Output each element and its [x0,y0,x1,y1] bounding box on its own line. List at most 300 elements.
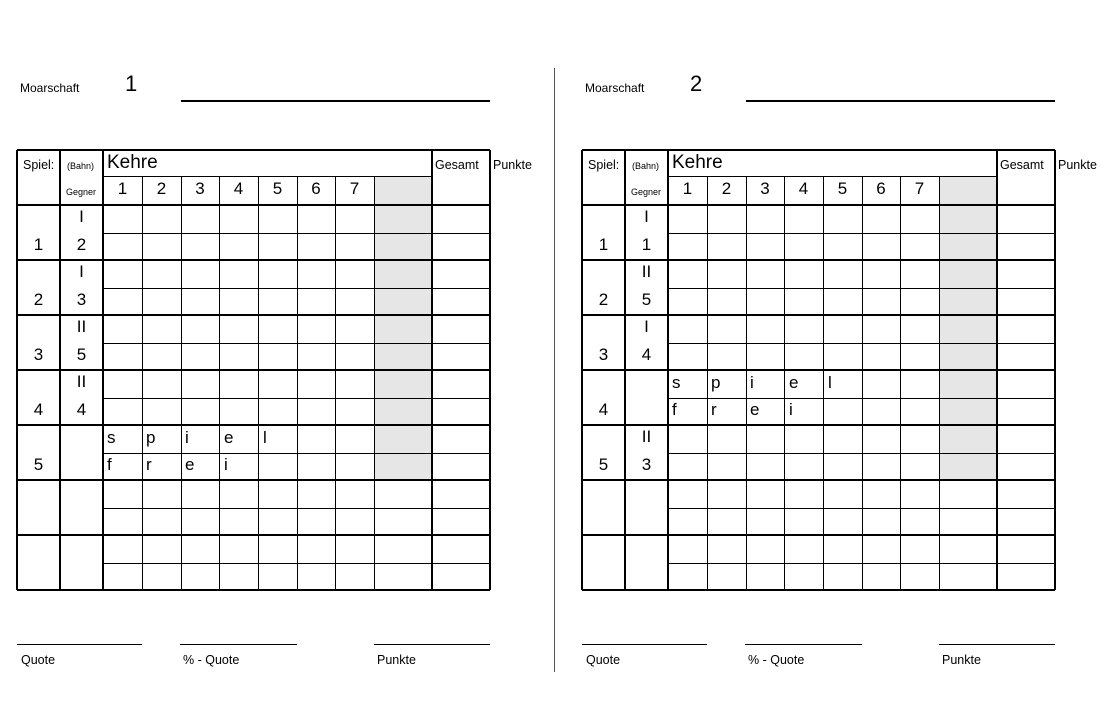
score-grid [17,150,532,590]
bye-letter: f [107,455,112,474]
score-cell[interactable] [939,288,997,316]
score-cell[interactable] [707,535,746,563]
score-cell[interactable] [900,288,939,316]
score-cell[interactable] [258,563,297,591]
score-cell[interactable] [668,480,707,508]
score-cell[interactable] [219,535,258,563]
score-cell[interactable] [142,260,181,288]
score-cell[interactable] [374,205,432,233]
row-gegner: 5 [76,345,87,364]
row-gegner: 2 [76,235,87,254]
row-bahn: I [79,207,84,226]
score-cell[interactable] [374,398,432,426]
grid-vline [784,176,785,590]
grid-vline [374,176,375,590]
score-cell[interactable] [707,260,746,288]
score-cell[interactable] [784,205,823,233]
score-cell[interactable] [707,453,746,481]
bye-letter: i [789,400,793,419]
score-cell[interactable] [297,315,335,343]
score-cell[interactable] [335,398,374,426]
score-cell[interactable] [297,480,335,508]
score-cell[interactable] [997,508,1055,536]
score-cell[interactable] [746,480,784,508]
col-bahn-header: (Bahn) [632,161,660,171]
score-cell[interactable] [181,315,219,343]
score-cell[interactable] [432,480,490,508]
score-cell[interactable] [784,260,823,288]
score-cell[interactable] [784,288,823,316]
score-cell[interactable] [142,343,181,371]
score-cell[interactable] [181,508,219,536]
score-cell[interactable] [900,453,939,481]
score-cell[interactable] [746,535,784,563]
score-cell[interactable] [432,233,490,261]
score-cell[interactable] [784,535,823,563]
score-cell[interactable] [997,453,1055,481]
score-cell[interactable] [939,535,997,563]
score-cell[interactable] [746,563,784,591]
score-cell[interactable] [746,508,784,536]
score-cell[interactable] [862,315,900,343]
score-cell[interactable] [668,508,707,536]
score-cell[interactable] [335,563,374,591]
score-cell[interactable] [335,480,374,508]
score-cell[interactable] [668,288,707,316]
score-cell[interactable] [297,260,335,288]
score-cell[interactable] [181,370,219,398]
score-cell[interactable] [297,535,335,563]
quote-line[interactable] [17,644,142,645]
score-cell[interactable] [823,563,862,591]
score-cell[interactable] [297,233,335,261]
score-cell[interactable] [335,425,374,453]
score-cell[interactable] [432,453,490,481]
grid-hline [582,149,1055,151]
quote-label: Quote [586,653,621,667]
score-cell[interactable] [219,343,258,371]
grid-hline [17,314,490,316]
score-cell[interactable] [374,343,432,371]
col-gegner-header: Gegner [631,187,662,197]
score-cell[interactable] [219,370,258,398]
row-bahn: II [76,372,87,391]
score-cell[interactable] [432,288,490,316]
col-gesamt-header: Gesamt [1000,158,1044,172]
score-cell[interactable] [668,535,707,563]
score-cell[interactable] [374,370,432,398]
score-cell[interactable] [900,398,939,426]
score-cell[interactable] [997,370,1055,398]
bye-letter: r [711,400,717,419]
score-cell[interactable] [103,233,142,261]
punkte-line[interactable] [374,644,490,645]
score-cell[interactable] [823,343,862,371]
bye-letter: p [711,373,721,392]
score-cell[interactable] [862,480,900,508]
score-cell[interactable] [939,370,997,398]
score-cell[interactable] [997,315,1055,343]
score-cell[interactable] [746,425,784,453]
score-cell[interactable] [997,480,1055,508]
score-cell[interactable] [219,233,258,261]
score-cell[interactable] [432,370,490,398]
score-cell[interactable] [374,535,432,563]
score-cell[interactable] [997,233,1055,261]
score-cell[interactable] [335,288,374,316]
score-cell[interactable] [297,398,335,426]
score-cell[interactable] [219,205,258,233]
score-cell[interactable] [862,425,900,453]
score-cell[interactable] [900,480,939,508]
score-cell[interactable] [746,205,784,233]
score-cell[interactable] [939,508,997,536]
score-cell[interactable] [258,398,297,426]
score-cell[interactable] [939,563,997,591]
score-cell[interactable] [784,343,823,371]
team-name-line[interactable] [746,100,1055,102]
score-cell[interactable] [103,315,142,343]
score-cell[interactable] [142,370,181,398]
score-cell[interactable] [707,480,746,508]
score-cell[interactable] [142,480,181,508]
score-cell[interactable] [103,260,142,288]
grid-vline [181,176,182,590]
score-cell[interactable] [823,288,862,316]
score-cell[interactable] [784,508,823,536]
score-cell[interactable] [219,288,258,316]
score-cell[interactable] [219,480,258,508]
score-cell[interactable] [297,288,335,316]
score-cell[interactable] [219,260,258,288]
score-cell[interactable] [997,260,1055,288]
grid-vline [862,176,863,590]
team-label: Moarschaft [585,81,645,95]
score-cell[interactable] [335,260,374,288]
score-cell[interactable] [103,288,142,316]
score-cell[interactable] [297,563,335,591]
score-cell[interactable] [784,480,823,508]
score-cell[interactable] [103,398,142,426]
score-cell[interactable] [258,205,297,233]
score-cell[interactable] [142,398,181,426]
score-cell[interactable] [219,563,258,591]
score-cell[interactable] [997,425,1055,453]
score-cell[interactable] [219,508,258,536]
score-cell[interactable] [823,453,862,481]
score-cell[interactable] [297,370,335,398]
score-cell[interactable] [939,453,997,481]
score-cell[interactable] [142,288,181,316]
col-kehre-header: Kehre [107,152,158,173]
score-cell[interactable] [823,315,862,343]
score-cell[interactable] [258,260,297,288]
row-bahn: II [641,262,652,281]
col-gesamt-header: Gesamt [435,158,479,172]
score-cell[interactable] [297,453,335,481]
score-cell[interactable] [181,563,219,591]
score-cell[interactable] [707,343,746,371]
score-cell[interactable] [668,205,707,233]
score-cell[interactable] [181,535,219,563]
score-cell[interactable] [258,453,297,481]
score-cell[interactable] [862,508,900,536]
score-cell[interactable] [862,343,900,371]
score-cell[interactable] [668,343,707,371]
score-cell[interactable] [668,233,707,261]
punkte-line[interactable] [939,644,1055,645]
bye-letter: i [224,455,228,474]
score-cell[interactable] [823,260,862,288]
grid-vline [746,176,747,590]
score-cell[interactable] [900,233,939,261]
prozent-quote-label: % - Quote [748,653,805,667]
score-cell[interactable] [181,480,219,508]
score-cell[interactable] [432,260,490,288]
row-spiel-number: 3 [33,345,44,364]
score-cell[interactable] [862,370,900,398]
score-cell[interactable] [181,398,219,426]
score-cell[interactable] [862,205,900,233]
score-cell[interactable] [142,315,181,343]
score-cell[interactable] [181,343,219,371]
row-gegner: 3 [76,290,87,309]
col-spiel-header: Spiel: [23,158,55,172]
col-punkte-header: Punkte [493,158,532,172]
score-cell[interactable] [707,425,746,453]
col-spiel-header: Spiel: [588,158,620,172]
score-cell[interactable] [297,508,335,536]
grid-hline [17,589,490,591]
score-cell[interactable] [707,563,746,591]
score-cell[interactable] [258,233,297,261]
score-cell[interactable] [784,425,823,453]
score-cell[interactable] [103,535,142,563]
score-cell[interactable] [432,425,490,453]
score-cell[interactable] [823,508,862,536]
score-cell[interactable] [746,343,784,371]
score-cell[interactable] [668,315,707,343]
score-cell[interactable] [862,563,900,591]
score-cell[interactable] [707,233,746,261]
quote-line[interactable] [582,644,707,645]
score-cell[interactable] [374,288,432,316]
score-cell[interactable] [823,205,862,233]
score-cell[interactable] [297,205,335,233]
score-cell[interactable] [939,343,997,371]
score-cell[interactable] [432,343,490,371]
score-cell[interactable] [823,425,862,453]
score-cell[interactable] [103,563,142,591]
score-cell[interactable] [297,425,335,453]
row-bahn: I [644,317,649,336]
score-cell[interactable] [862,288,900,316]
score-cell[interactable] [823,480,862,508]
score-cell[interactable] [142,563,181,591]
score-cell[interactable] [862,398,900,426]
score-cell[interactable] [997,288,1055,316]
score-cell[interactable] [374,233,432,261]
team-name-line[interactable] [181,100,490,102]
col-bahn-header: (Bahn) [67,161,95,171]
score-cell[interactable] [374,480,432,508]
score-cell[interactable] [258,343,297,371]
grid-hline [17,534,490,536]
score-cell[interactable] [862,233,900,261]
score-cell[interactable] [432,315,490,343]
score-cell[interactable] [103,343,142,371]
score-cell[interactable] [900,425,939,453]
score-cell[interactable] [707,508,746,536]
score-cell[interactable] [900,535,939,563]
bye-letter: e [224,428,234,447]
score-cell[interactable] [823,233,862,261]
score-cell[interactable] [997,563,1055,591]
score-cell[interactable] [432,205,490,233]
score-cell[interactable] [374,453,432,481]
score-cell[interactable] [784,315,823,343]
grid-vline [219,176,220,590]
score-cell[interactable] [939,233,997,261]
score-cell[interactable] [707,315,746,343]
score-cell[interactable] [939,480,997,508]
score-cell[interactable] [862,535,900,563]
score-cell[interactable] [784,233,823,261]
score-cell[interactable] [997,398,1055,426]
prozent-quote-line[interactable] [745,644,862,645]
score-cell[interactable] [746,288,784,316]
score-cell[interactable] [939,260,997,288]
grid-hline [582,589,1055,591]
score-cell[interactable] [374,508,432,536]
score-cell[interactable] [335,535,374,563]
score-cell[interactable] [746,315,784,343]
score-cell[interactable] [335,205,374,233]
score-cell[interactable] [335,508,374,536]
score-cell[interactable] [432,563,490,591]
score-cell[interactable] [432,398,490,426]
score-cell[interactable] [939,205,997,233]
score-cell[interactable] [103,480,142,508]
team-number: 1 [125,71,138,96]
score-cell[interactable] [142,535,181,563]
score-cell[interactable] [374,315,432,343]
score-cell[interactable] [103,508,142,536]
score-cell[interactable] [997,205,1055,233]
score-cell[interactable] [707,205,746,233]
score-cell[interactable] [997,343,1055,371]
score-cell[interactable] [668,425,707,453]
grid-hline [582,424,1055,426]
score-cell[interactable] [181,233,219,261]
punkte-label: Punkte [377,653,416,667]
score-cell[interactable] [900,260,939,288]
score-cell[interactable] [181,288,219,316]
score-cell[interactable] [862,260,900,288]
score-cell[interactable] [784,453,823,481]
score-cell[interactable] [258,535,297,563]
score-cell[interactable] [746,453,784,481]
grid-hline [582,259,1055,261]
score-cell[interactable] [746,233,784,261]
kehre-number-4: 4 [233,179,244,198]
score-cell[interactable] [258,370,297,398]
score-cell[interactable] [374,563,432,591]
score-cell[interactable] [335,233,374,261]
score-cell[interactable] [997,535,1055,563]
grid-vline [258,176,259,590]
score-cell[interactable] [900,508,939,536]
score-cell[interactable] [784,563,823,591]
score-cell[interactable] [862,453,900,481]
score-cell[interactable] [668,563,707,591]
score-cell[interactable] [900,315,939,343]
grid-vline [707,176,708,590]
score-cell[interactable] [258,288,297,316]
score-cell[interactable] [374,260,432,288]
grid-hline [582,369,1055,371]
score-cell[interactable] [939,315,997,343]
row-gegner: 4 [76,400,87,419]
score-cell[interactable] [181,260,219,288]
score-cell[interactable] [142,233,181,261]
score-cell[interactable] [900,343,939,371]
score-cell[interactable] [432,535,490,563]
bye-letter: r [146,455,152,474]
score-cell[interactable] [939,398,997,426]
grid-hline [103,176,432,177]
score-cell[interactable] [823,398,862,426]
score-cell[interactable] [668,453,707,481]
score-cell[interactable] [258,315,297,343]
score-cell[interactable] [335,315,374,343]
score-cell[interactable] [668,260,707,288]
score-cell[interactable] [335,453,374,481]
score-cell[interactable] [142,205,181,233]
score-cell[interactable] [900,370,939,398]
row-spiel-number: 3 [598,345,609,364]
score-cell[interactable] [103,370,142,398]
kehre-number-2: 2 [721,179,732,198]
row-spiel-number: 1 [598,235,609,254]
score-cell[interactable] [181,205,219,233]
score-cell[interactable] [939,425,997,453]
score-cell[interactable] [142,508,181,536]
score-cell[interactable] [258,508,297,536]
score-cell[interactable] [900,205,939,233]
row-spiel-number: 5 [33,455,44,474]
grid-hline [582,534,1055,536]
score-cell[interactable] [746,260,784,288]
score-cell[interactable] [103,205,142,233]
grid-vline [142,176,143,590]
score-cell[interactable] [432,508,490,536]
score-cell[interactable] [297,343,335,371]
score-cell[interactable] [219,398,258,426]
score-cell[interactable] [258,480,297,508]
score-cell[interactable] [707,288,746,316]
score-cell[interactable] [219,315,258,343]
kehre-number-5: 5 [837,179,848,198]
score-cell[interactable] [335,370,374,398]
quote-label: Quote [21,653,56,667]
score-cell[interactable] [374,425,432,453]
grid-vline [996,150,998,590]
score-cell[interactable] [335,343,374,371]
prozent-quote-line[interactable] [180,644,297,645]
score-cell[interactable] [900,563,939,591]
score-cell[interactable] [823,535,862,563]
